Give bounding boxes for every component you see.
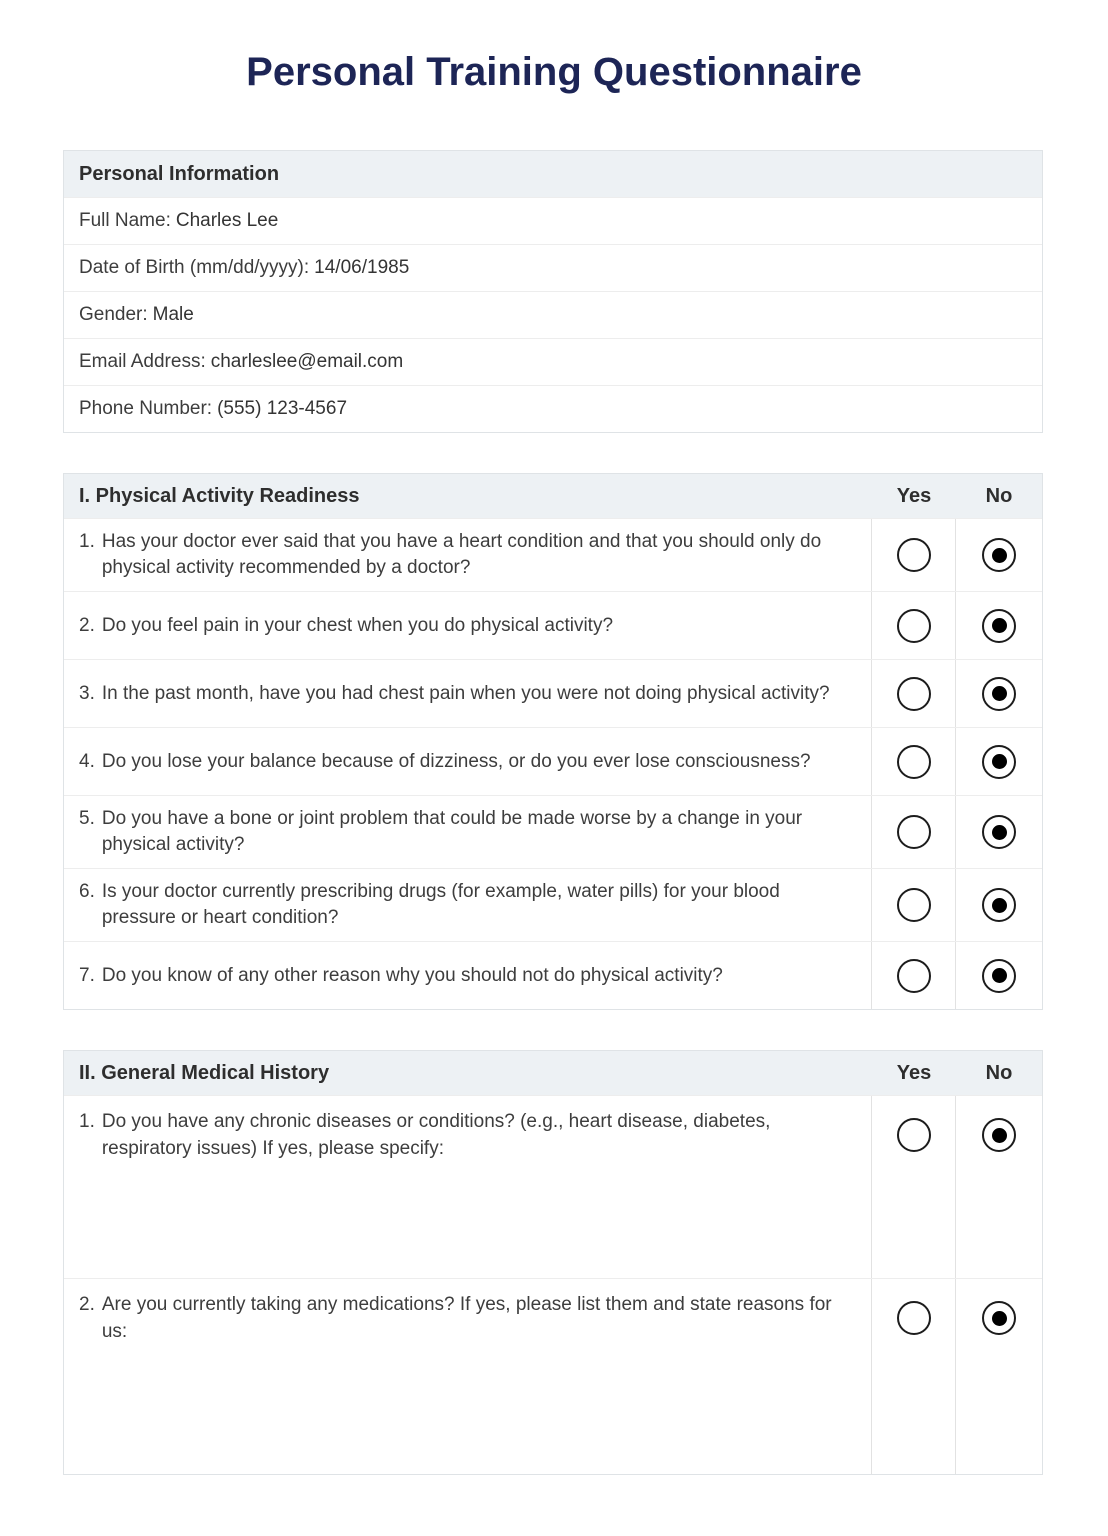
- question-text-s2-q1: 1. Do you have any chronic diseases or conditions? (e.g., heart disease, diabetes, respiratory issues) If yes, please specify:: [64, 1096, 872, 1278]
- s1-q3-no-radio[interactable]: [982, 677, 1016, 711]
- question-text-s1-q7: 7. Do you know of any other reason why you should not do physical activity?: [64, 942, 872, 1009]
- section-general-medical-history: [63, 1050, 1043, 1475]
- full-name-field[interactable]: Charles Lee: [175, 210, 279, 231]
- s1-q4-yes-radio[interactable]: [897, 745, 931, 779]
- section-2-yes-column-header: Yes: [896, 1061, 932, 1084]
- s1-q1-yes-radio[interactable]: [897, 538, 931, 572]
- s1-q6-no-radio[interactable]: [982, 888, 1016, 922]
- phone-label: Phone Number:: [79, 398, 213, 419]
- info-row-gender: [64, 291, 1042, 338]
- section-1-header: [64, 474, 1042, 518]
- question-text-s1-q4: 4. Do you lose your balance because of dizziness, or do you ever lose consciousness?: [64, 728, 872, 795]
- section-1-no-column-header: No: [985, 484, 1013, 507]
- email-field[interactable]: charleslee@email.com: [210, 351, 404, 372]
- s1-q3-yes-radio[interactable]: [897, 677, 931, 711]
- question-text-s1-q1: 1. Has your doctor ever said that you have a heart condition and that you should only do physical activity recommended by a doctor?: [64, 519, 872, 591]
- section-2-title: II. General Medical History: [79, 1061, 330, 1084]
- info-row-full-name: [64, 197, 1042, 244]
- question-text-s1-q2: 2. Do you feel pain in your chest when you do physical activity?: [64, 592, 872, 659]
- info-row-phone: [64, 385, 1042, 432]
- date-of-birth-field[interactable]: 14/06/1985: [314, 257, 410, 278]
- s2-q2-yes-radio[interactable]: [897, 1301, 931, 1335]
- section-1-title: I. Physical Activity Readiness: [79, 484, 360, 507]
- gender-label: Gender:: [79, 304, 148, 325]
- s1-q7-yes-radio[interactable]: [897, 959, 931, 993]
- section-2-header: [64, 1051, 1042, 1095]
- personal-info-header: [64, 151, 1042, 197]
- s1-q1-no-radio[interactable]: [982, 538, 1016, 572]
- question-text-s1-q6: 6. Is your doctor currently prescribing drugs (for example, water pills) for your blood pressure or heart condition?: [64, 869, 872, 941]
- question-row-s2-q1: [64, 1095, 1042, 1278]
- phone-field[interactable]: (555) 123-4567: [217, 398, 348, 419]
- question-row-s1-q6: [64, 868, 1042, 941]
- personal-info-header-label: Personal Information: [79, 162, 280, 185]
- section-2-no-column-header: No: [985, 1061, 1013, 1084]
- date-of-birth-label: Date of Birth (mm/dd/yyyy):: [79, 257, 310, 278]
- s2-q1-no-radio[interactable]: [982, 1118, 1016, 1152]
- page-title: Personal Training Questionnaire: [246, 50, 862, 94]
- question-row-s1-q4: [64, 727, 1042, 795]
- s2-q1-yes-radio[interactable]: [897, 1118, 931, 1152]
- question-row-s1-q1: [64, 518, 1042, 591]
- s1-q5-no-radio[interactable]: [982, 815, 1016, 849]
- s1-q6-yes-radio[interactable]: [897, 888, 931, 922]
- full-name-label: Full Name:: [79, 210, 171, 231]
- s1-q5-yes-radio[interactable]: [897, 815, 931, 849]
- question-row-s2-q2: [64, 1278, 1042, 1474]
- s1-q7-no-radio[interactable]: [982, 959, 1016, 993]
- section-physical-activity-readiness: [63, 473, 1043, 1010]
- question-text-s2-q2: 2. Are you currently taking any medications? If yes, please list them and state reasons for us:: [64, 1279, 872, 1474]
- personal-info-section: [63, 150, 1043, 433]
- question-text-s1-q3: 3. In the past month, have you had chest pain when you were not doing physical activity?: [64, 660, 872, 727]
- info-row-date-of-birth: [64, 244, 1042, 291]
- email-label: Email Address:: [79, 351, 206, 372]
- s1-q4-no-radio[interactable]: [982, 745, 1016, 779]
- question-text-s1-q5: 5. Do you have a bone or joint problem that could be made worse by a change in your physical activity?: [64, 796, 872, 868]
- info-row-email: [64, 338, 1042, 385]
- s1-q2-no-radio[interactable]: [982, 609, 1016, 643]
- gender-field[interactable]: Male: [152, 304, 194, 325]
- question-row-s1-q5: [64, 795, 1042, 868]
- question-row-s1-q3: [64, 659, 1042, 727]
- section-1-yes-column-header: Yes: [896, 484, 932, 507]
- s1-q2-yes-radio[interactable]: [897, 609, 931, 643]
- question-row-s1-q2: [64, 591, 1042, 659]
- s2-q2-no-radio[interactable]: [982, 1301, 1016, 1335]
- question-row-s1-q7: [64, 941, 1042, 1009]
